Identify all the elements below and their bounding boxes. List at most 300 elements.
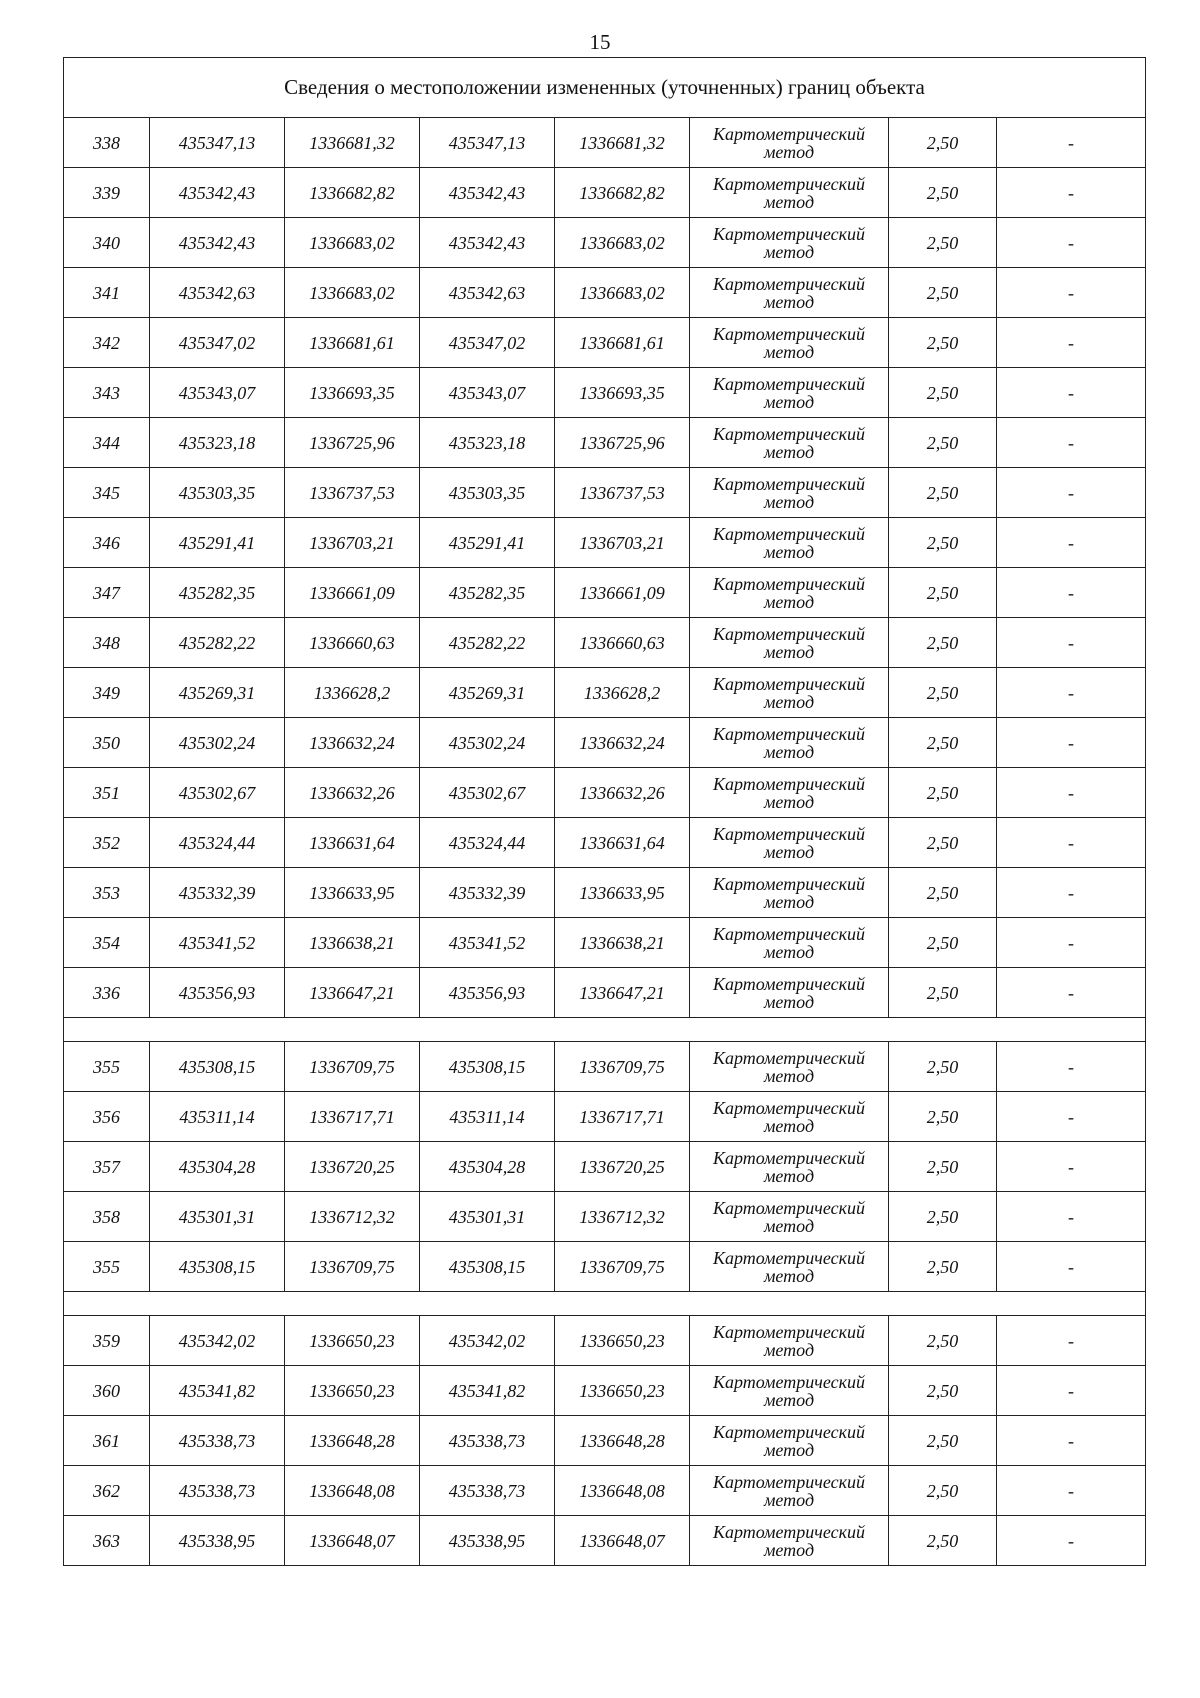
existing-x-cell: 435301,31 xyxy=(150,1192,285,1242)
note-cell: - xyxy=(997,918,1146,968)
point-number-cell: 351 xyxy=(64,768,150,818)
method-line-2: метод xyxy=(763,841,815,862)
existing-y-cell: 1336683,02 xyxy=(285,268,420,318)
point-number-cell: 355 xyxy=(64,1042,150,1092)
refined-x-cell: 435308,15 xyxy=(420,1242,555,1292)
note-cell: - xyxy=(997,1092,1146,1142)
refined-y-cell: 1336632,26 xyxy=(555,768,690,818)
table-row xyxy=(64,1192,1146,1242)
method-line-2: метод xyxy=(763,1539,815,1560)
table-row xyxy=(64,1092,1146,1142)
method-line-1: Картометрический xyxy=(712,1197,865,1218)
point-number-cell: 362 xyxy=(64,1466,150,1516)
accuracy-cell: 2,50 xyxy=(889,268,997,318)
refined-y-cell: 1336648,28 xyxy=(555,1416,690,1466)
existing-x-cell: 435304,28 xyxy=(150,1142,285,1192)
existing-x-cell: 435347,02 xyxy=(150,318,285,368)
refined-y-cell: 1336638,21 xyxy=(555,918,690,968)
method-cell xyxy=(690,1516,889,1566)
refined-x-cell: 435347,02 xyxy=(420,318,555,368)
method-line-2: метод xyxy=(763,891,815,912)
method-line-1: Картометрический xyxy=(712,723,865,744)
method-line-1: Картометрический xyxy=(712,673,865,694)
method-line-2: метод xyxy=(763,1265,815,1286)
method-line-2: метод xyxy=(763,1065,815,1086)
existing-x-cell: 435311,14 xyxy=(150,1092,285,1142)
table-row xyxy=(64,568,1146,618)
refined-y-cell: 1336709,75 xyxy=(555,1042,690,1092)
refined-y-cell: 1336633,95 xyxy=(555,868,690,918)
accuracy-cell: 2,50 xyxy=(889,718,997,768)
existing-y-cell: 1336693,35 xyxy=(285,368,420,418)
table-row xyxy=(64,468,1146,518)
existing-x-cell: 435338,95 xyxy=(150,1516,285,1566)
accuracy-cell: 2,50 xyxy=(889,518,997,568)
method-line-1: Картометрический xyxy=(712,473,865,494)
point-number-cell: 347 xyxy=(64,568,150,618)
point-number-cell: 359 xyxy=(64,1316,150,1366)
method-line-1: Картометрический xyxy=(712,1321,865,1342)
accuracy-cell: 2,50 xyxy=(889,618,997,668)
refined-y-cell: 1336725,96 xyxy=(555,418,690,468)
method-line-2: метод xyxy=(763,441,815,462)
method-cell xyxy=(690,218,889,268)
refined-x-cell: 435282,35 xyxy=(420,568,555,618)
refined-x-cell: 435342,02 xyxy=(420,1316,555,1366)
existing-x-cell: 435343,07 xyxy=(150,368,285,418)
note-cell: - xyxy=(997,768,1146,818)
refined-y-cell: 1336632,24 xyxy=(555,718,690,768)
refined-x-cell: 435347,13 xyxy=(420,118,555,168)
existing-y-cell: 1336628,2 xyxy=(285,668,420,718)
existing-y-cell: 1336648,08 xyxy=(285,1466,420,1516)
table-row xyxy=(64,868,1146,918)
point-number-cell: 348 xyxy=(64,618,150,668)
existing-y-cell: 1336720,25 xyxy=(285,1142,420,1192)
accuracy-cell: 2,50 xyxy=(889,1242,997,1292)
method-line-1: Картометрический xyxy=(712,373,865,394)
method-line-2: метод xyxy=(763,1439,815,1460)
note-cell: - xyxy=(997,1466,1146,1516)
note-cell: - xyxy=(997,1192,1146,1242)
method-line-2: метод xyxy=(763,591,815,612)
method-line-2: метод xyxy=(763,991,815,1012)
point-number-cell: 358 xyxy=(64,1192,150,1242)
note-cell: - xyxy=(997,118,1146,168)
refined-x-cell: 435343,07 xyxy=(420,368,555,418)
existing-y-cell: 1336737,53 xyxy=(285,468,420,518)
existing-x-cell: 435303,35 xyxy=(150,468,285,518)
method-cell xyxy=(690,768,889,818)
method-line-2: метод xyxy=(763,341,815,362)
refined-x-cell: 435304,28 xyxy=(420,1142,555,1192)
table-title-row xyxy=(64,58,1146,118)
refined-x-cell: 435342,43 xyxy=(420,168,555,218)
method-cell xyxy=(690,1092,889,1142)
refined-y-cell: 1336693,35 xyxy=(555,368,690,418)
refined-y-cell: 1336681,32 xyxy=(555,118,690,168)
method-line-1: Картометрический xyxy=(712,1047,865,1068)
existing-y-cell: 1336683,02 xyxy=(285,218,420,268)
method-line-2: метод xyxy=(763,191,815,212)
method-line-2: метод xyxy=(763,641,815,662)
note-cell: - xyxy=(997,968,1146,1018)
table-row xyxy=(64,1316,1146,1366)
method-line-1: Картометрический xyxy=(712,623,865,644)
table-row xyxy=(64,368,1146,418)
existing-x-cell: 435291,41 xyxy=(150,518,285,568)
existing-y-cell: 1336633,95 xyxy=(285,868,420,918)
method-line-2: метод xyxy=(763,741,815,762)
refined-x-cell: 435341,82 xyxy=(420,1366,555,1416)
refined-y-cell: 1336660,63 xyxy=(555,618,690,668)
existing-x-cell: 435332,39 xyxy=(150,868,285,918)
method-line-1: Картометрический xyxy=(712,1371,865,1392)
method-cell xyxy=(690,1366,889,1416)
note-cell: - xyxy=(997,268,1146,318)
existing-x-cell: 435342,43 xyxy=(150,218,285,268)
method-line-2: метод xyxy=(763,1215,815,1236)
existing-x-cell: 435347,13 xyxy=(150,118,285,168)
refined-y-cell: 1336703,21 xyxy=(555,518,690,568)
point-number-cell: 357 xyxy=(64,1142,150,1192)
point-number-cell: 355 xyxy=(64,1242,150,1292)
existing-x-cell: 435282,35 xyxy=(150,568,285,618)
method-cell xyxy=(690,618,889,668)
method-line-2: метод xyxy=(763,1489,815,1510)
existing-y-cell: 1336682,82 xyxy=(285,168,420,218)
refined-y-cell: 1336683,02 xyxy=(555,268,690,318)
method-line-1: Картометрический xyxy=(712,773,865,794)
accuracy-cell: 2,50 xyxy=(889,568,997,618)
accuracy-cell: 2,50 xyxy=(889,918,997,968)
accuracy-cell: 2,50 xyxy=(889,468,997,518)
accuracy-cell: 2,50 xyxy=(889,118,997,168)
refined-x-cell: 435303,35 xyxy=(420,468,555,518)
table-row xyxy=(64,718,1146,768)
note-cell: - xyxy=(997,1516,1146,1566)
refined-y-cell: 1336737,53 xyxy=(555,468,690,518)
existing-y-cell: 1336650,23 xyxy=(285,1316,420,1366)
refined-y-cell: 1336650,23 xyxy=(555,1316,690,1366)
refined-x-cell: 435338,73 xyxy=(420,1416,555,1466)
table-row xyxy=(64,418,1146,468)
table-row xyxy=(64,518,1146,568)
existing-y-cell: 1336681,32 xyxy=(285,118,420,168)
existing-x-cell: 435308,15 xyxy=(150,1042,285,1092)
method-line-1: Картометрический xyxy=(712,1147,865,1168)
method-cell xyxy=(690,1042,889,1092)
group-separator xyxy=(64,1292,1146,1316)
existing-y-cell: 1336632,26 xyxy=(285,768,420,818)
refined-x-cell: 435302,24 xyxy=(420,718,555,768)
existing-y-cell: 1336681,61 xyxy=(285,318,420,368)
point-number-cell: 339 xyxy=(64,168,150,218)
method-line-1: Картометрический xyxy=(712,223,865,244)
existing-x-cell: 435302,24 xyxy=(150,718,285,768)
point-number-cell: 363 xyxy=(64,1516,150,1566)
existing-y-cell: 1336650,23 xyxy=(285,1366,420,1416)
table-row xyxy=(64,1142,1146,1192)
point-number-cell: 336 xyxy=(64,968,150,1018)
method-line-1: Картометрический xyxy=(712,873,865,894)
method-line-1: Картометрический xyxy=(712,1097,865,1118)
method-cell xyxy=(690,968,889,1018)
point-number-cell: 342 xyxy=(64,318,150,368)
method-line-1: Картометрический xyxy=(712,923,865,944)
accuracy-cell: 2,50 xyxy=(889,218,997,268)
method-cell xyxy=(690,718,889,768)
accuracy-cell: 2,50 xyxy=(889,868,997,918)
accuracy-cell: 2,50 xyxy=(889,1466,997,1516)
point-number-cell: 350 xyxy=(64,718,150,768)
table-row xyxy=(64,118,1146,168)
refined-y-cell: 1336717,71 xyxy=(555,1092,690,1142)
refined-x-cell: 435301,31 xyxy=(420,1192,555,1242)
refined-y-cell: 1336647,21 xyxy=(555,968,690,1018)
existing-x-cell: 435302,67 xyxy=(150,768,285,818)
refined-x-cell: 435302,67 xyxy=(420,768,555,818)
point-number-cell: 354 xyxy=(64,918,150,968)
existing-x-cell: 435282,22 xyxy=(150,618,285,668)
method-line-2: метод xyxy=(763,1339,815,1360)
table-row xyxy=(64,1242,1146,1292)
existing-x-cell: 435342,63 xyxy=(150,268,285,318)
refined-x-cell: 435338,73 xyxy=(420,1466,555,1516)
method-line-1: Картометрический xyxy=(712,323,865,344)
method-line-2: метод xyxy=(763,141,815,162)
table-row xyxy=(64,918,1146,968)
refined-x-cell: 435356,93 xyxy=(420,968,555,1018)
method-cell xyxy=(690,668,889,718)
existing-y-cell: 1336725,96 xyxy=(285,418,420,468)
table-row xyxy=(64,218,1146,268)
point-number-cell: 349 xyxy=(64,668,150,718)
table-row xyxy=(64,1416,1146,1466)
note-cell: - xyxy=(997,668,1146,718)
table-row xyxy=(64,1466,1146,1516)
method-cell xyxy=(690,268,889,318)
accuracy-cell: 2,50 xyxy=(889,1366,997,1416)
point-number-cell: 346 xyxy=(64,518,150,568)
existing-x-cell: 435342,43 xyxy=(150,168,285,218)
table-row xyxy=(64,268,1146,318)
accuracy-cell: 2,50 xyxy=(889,368,997,418)
note-cell: - xyxy=(997,1366,1146,1416)
method-line-2: метод xyxy=(763,491,815,512)
existing-x-cell: 435308,15 xyxy=(150,1242,285,1292)
method-line-2: метод xyxy=(763,291,815,312)
existing-x-cell: 435269,31 xyxy=(150,668,285,718)
method-line-2: метод xyxy=(763,1165,815,1186)
note-cell: - xyxy=(997,1416,1146,1466)
refined-y-cell: 1336681,61 xyxy=(555,318,690,368)
method-cell xyxy=(690,318,889,368)
note-cell: - xyxy=(997,218,1146,268)
group-separator-row xyxy=(64,1292,1146,1316)
method-cell xyxy=(690,368,889,418)
refined-y-cell: 1336683,02 xyxy=(555,218,690,268)
existing-y-cell: 1336709,75 xyxy=(285,1042,420,1092)
existing-x-cell: 435324,44 xyxy=(150,818,285,868)
method-cell xyxy=(690,918,889,968)
point-number-cell: 341 xyxy=(64,268,150,318)
refined-y-cell: 1336682,82 xyxy=(555,168,690,218)
existing-x-cell: 435323,18 xyxy=(150,418,285,468)
refined-x-cell: 435338,95 xyxy=(420,1516,555,1566)
page-number: 15 xyxy=(589,30,611,54)
method-line-1: Картометрический xyxy=(712,523,865,544)
method-line-1: Картометрический xyxy=(712,973,865,994)
existing-y-cell: 1336631,64 xyxy=(285,818,420,868)
point-number-cell: 338 xyxy=(64,118,150,168)
refined-x-cell: 435323,18 xyxy=(420,418,555,468)
accuracy-cell: 2,50 xyxy=(889,1142,997,1192)
note-cell: - xyxy=(997,518,1146,568)
point-number-cell: 353 xyxy=(64,868,150,918)
group-separator xyxy=(64,1018,1146,1042)
refined-y-cell: 1336712,32 xyxy=(555,1192,690,1242)
existing-y-cell: 1336709,75 xyxy=(285,1242,420,1292)
refined-y-cell: 1336648,08 xyxy=(555,1466,690,1516)
method-cell xyxy=(690,1192,889,1242)
note-cell: - xyxy=(997,568,1146,618)
note-cell: - xyxy=(997,368,1146,418)
method-line-1: Картометрический xyxy=(712,823,865,844)
method-cell xyxy=(690,118,889,168)
note-cell: - xyxy=(997,168,1146,218)
method-line-2: метод xyxy=(763,241,815,262)
refined-x-cell: 435341,52 xyxy=(420,918,555,968)
refined-x-cell: 435342,43 xyxy=(420,218,555,268)
point-number-cell: 352 xyxy=(64,818,150,868)
point-number-cell: 356 xyxy=(64,1092,150,1142)
existing-y-cell: 1336648,07 xyxy=(285,1516,420,1566)
table-row xyxy=(64,768,1146,818)
method-line-2: метод xyxy=(763,1115,815,1136)
method-line-1: Картометрический xyxy=(712,1247,865,1268)
note-cell: - xyxy=(997,318,1146,368)
note-cell: - xyxy=(997,468,1146,518)
method-line-2: метод xyxy=(763,941,815,962)
method-line-1: Картометрический xyxy=(712,423,865,444)
refined-y-cell: 1336720,25 xyxy=(555,1142,690,1192)
existing-x-cell: 435341,82 xyxy=(150,1366,285,1416)
table-row xyxy=(64,1042,1146,1092)
method-line-1: Картометрический xyxy=(712,1521,865,1542)
accuracy-cell: 2,50 xyxy=(889,418,997,468)
refined-x-cell: 435291,41 xyxy=(420,518,555,568)
existing-y-cell: 1336717,71 xyxy=(285,1092,420,1142)
table-row xyxy=(64,1516,1146,1566)
table-row xyxy=(64,668,1146,718)
method-line-1: Картометрический xyxy=(712,173,865,194)
accuracy-cell: 2,50 xyxy=(889,968,997,1018)
table-row xyxy=(64,968,1146,1018)
refined-x-cell: 435332,39 xyxy=(420,868,555,918)
refined-y-cell: 1336650,23 xyxy=(555,1366,690,1416)
accuracy-cell: 2,50 xyxy=(889,1416,997,1466)
refined-x-cell: 435269,31 xyxy=(420,668,555,718)
point-number-cell: 345 xyxy=(64,468,150,518)
method-line-1: Картометрический xyxy=(712,1421,865,1442)
refined-y-cell: 1336631,64 xyxy=(555,818,690,868)
method-cell xyxy=(690,168,889,218)
note-cell: - xyxy=(997,718,1146,768)
accuracy-cell: 2,50 xyxy=(889,318,997,368)
method-cell xyxy=(690,1316,889,1366)
refined-y-cell: 1336661,09 xyxy=(555,568,690,618)
existing-y-cell: 1336648,28 xyxy=(285,1416,420,1466)
existing-y-cell: 1336638,21 xyxy=(285,918,420,968)
method-line-2: метод xyxy=(763,1389,815,1410)
method-cell xyxy=(690,468,889,518)
method-cell xyxy=(690,1142,889,1192)
accuracy-cell: 2,50 xyxy=(889,1092,997,1142)
refined-y-cell: 1336648,07 xyxy=(555,1516,690,1566)
note-cell: - xyxy=(997,868,1146,918)
boundary-coordinates-table xyxy=(63,57,1146,1566)
method-line-2: метод xyxy=(763,541,815,562)
note-cell: - xyxy=(997,418,1146,468)
existing-x-cell: 435338,73 xyxy=(150,1466,285,1516)
accuracy-cell: 2,50 xyxy=(889,1042,997,1092)
method-line-2: метод xyxy=(763,391,815,412)
method-cell xyxy=(690,1416,889,1466)
existing-y-cell: 1336703,21 xyxy=(285,518,420,568)
point-number-cell: 360 xyxy=(64,1366,150,1416)
accuracy-cell: 2,50 xyxy=(889,1192,997,1242)
accuracy-cell: 2,50 xyxy=(889,668,997,718)
table-row xyxy=(64,168,1146,218)
method-line-1: Картометрический xyxy=(712,123,865,144)
accuracy-cell: 2,50 xyxy=(889,168,997,218)
method-cell xyxy=(690,518,889,568)
method-line-2: метод xyxy=(763,691,815,712)
refined-y-cell: 1336628,2 xyxy=(555,668,690,718)
existing-y-cell: 1336660,63 xyxy=(285,618,420,668)
existing-x-cell: 435342,02 xyxy=(150,1316,285,1366)
method-cell xyxy=(690,818,889,868)
method-line-2: метод xyxy=(763,791,815,812)
note-cell: - xyxy=(997,1242,1146,1292)
existing-y-cell: 1336632,24 xyxy=(285,718,420,768)
refined-y-cell: 1336709,75 xyxy=(555,1242,690,1292)
method-line-1: Картометрический xyxy=(712,573,865,594)
method-line-1: Картометрический xyxy=(712,273,865,294)
refined-x-cell: 435324,44 xyxy=(420,818,555,868)
method-line-1: Картометрический xyxy=(712,1471,865,1492)
method-cell xyxy=(690,568,889,618)
accuracy-cell: 2,50 xyxy=(889,1516,997,1566)
refined-x-cell: 435282,22 xyxy=(420,618,555,668)
method-cell xyxy=(690,418,889,468)
note-cell: - xyxy=(997,818,1146,868)
note-cell: - xyxy=(997,618,1146,668)
point-number-cell: 340 xyxy=(64,218,150,268)
point-number-cell: 343 xyxy=(64,368,150,418)
point-number-cell: 361 xyxy=(64,1416,150,1466)
table-row xyxy=(64,818,1146,868)
accuracy-cell: 2,50 xyxy=(889,818,997,868)
refined-x-cell: 435342,63 xyxy=(420,268,555,318)
existing-x-cell: 435356,93 xyxy=(150,968,285,1018)
table-row xyxy=(64,618,1146,668)
method-cell xyxy=(690,868,889,918)
table-row xyxy=(64,1366,1146,1416)
table-title: Сведения о местоположении измененных (уточненных) границ объекта xyxy=(64,58,1146,118)
refined-x-cell: 435311,14 xyxy=(420,1092,555,1142)
